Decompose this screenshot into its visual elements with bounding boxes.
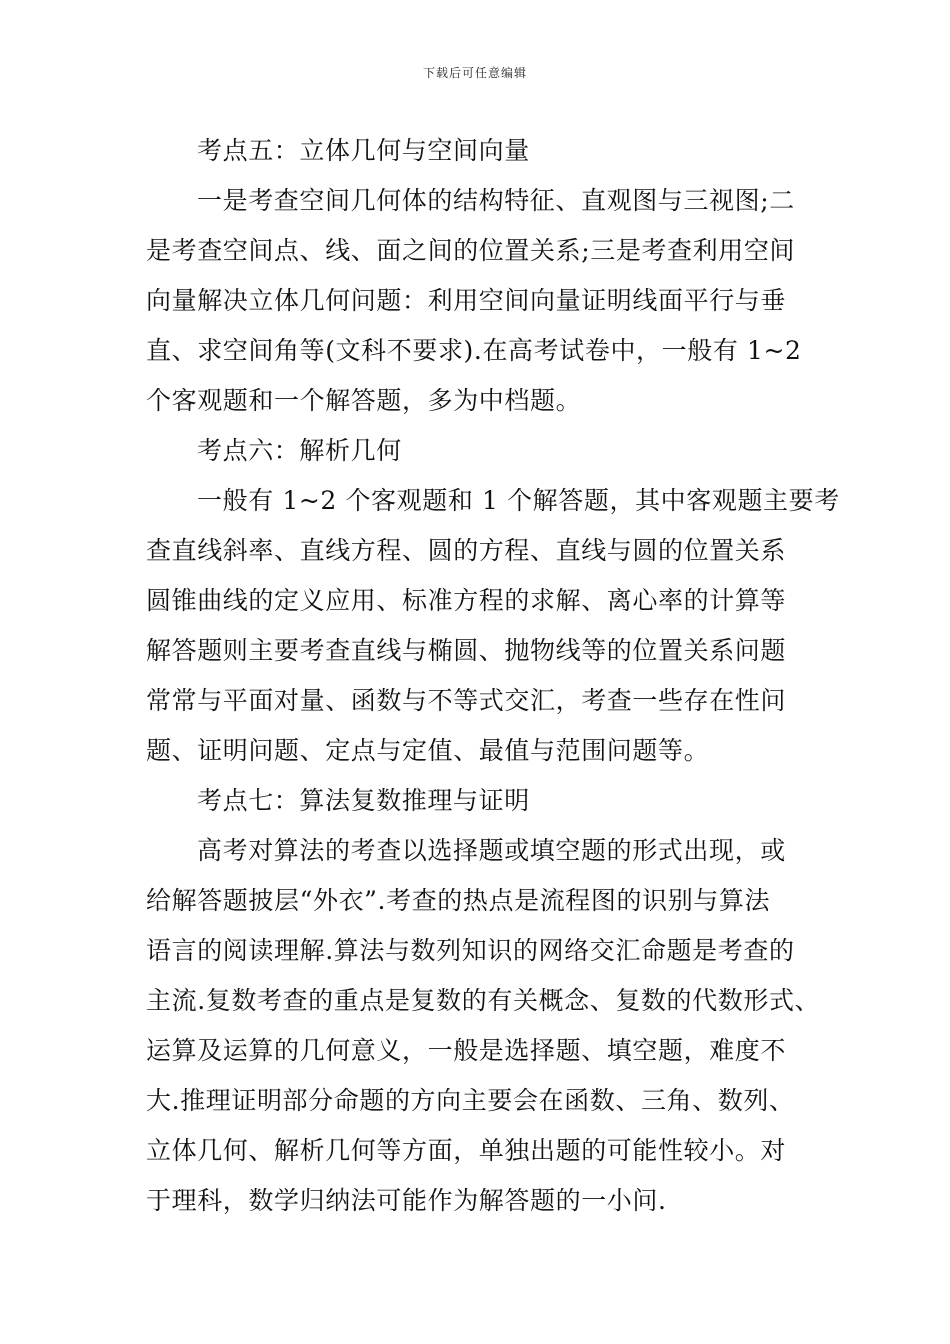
paragraph-line: 立体几何、解析几何等方面，单独出题的可能性较小。对 bbox=[146, 1136, 787, 1165]
paragraph-line: 一是考查空间几何体的结构特征、直观图与三视图;二 bbox=[197, 186, 795, 215]
section-heading: 考点五：立体几何与空间向量 bbox=[197, 136, 530, 165]
paragraph-line: 个客观题和一个解答题，多为中档题。 bbox=[146, 386, 582, 415]
section-heading: 考点七：算法复数推理与证明 bbox=[197, 786, 530, 815]
paragraph-line: 常常与平面对量、函数与不等式交汇，考查一些存在性问 bbox=[146, 686, 787, 715]
paragraph-line: 是考查空间点、线、面之间的位置关系;三是考查利用空间 bbox=[146, 236, 796, 265]
paragraph-line: 语言的阅读理解.算法与数列知识的网络交汇命题是考查的 bbox=[146, 936, 795, 965]
paragraph-line: 直、求空间角等(文科不要求).在高考试卷中，一般有 1~2 bbox=[146, 336, 802, 365]
paragraph-line: 查直线斜率、直线方程、圆的方程、直线与圆的位置关系 bbox=[146, 536, 787, 565]
paragraph-line: 高考对算法的考查以选择题或填空题的形式出现，或 bbox=[197, 836, 786, 865]
paragraph-line: 圆锥曲线的定义应用、标准方程的求解、离心率的计算等 bbox=[146, 586, 787, 615]
paragraph-line: 于理科，数学归纳法可能作为解答题的一小问. bbox=[146, 1186, 667, 1215]
paragraph-line: 解答题则主要考查直线与椭圆、抛物线等的位置关系问题 bbox=[146, 636, 787, 665]
paragraph-line: 运算及运算的几何意义，一般是选择题、填空题，难度不 bbox=[146, 1036, 787, 1065]
paragraph-line: 大.推理证明部分命题的方向主要会在函数、三角、数列、 bbox=[146, 1086, 795, 1115]
paragraph-line: 主流.复数考查的重点是复数的有关概念、复数的代数形式、 bbox=[146, 986, 821, 1015]
paragraph-line: 一般有 1~2 个客观题和 1 个解答题，其中客观题主要考 bbox=[197, 486, 840, 515]
paragraph-line: 给解答题披层“外衣”.考查的热点是流程图的识别与算法 bbox=[146, 886, 771, 915]
paragraph-line: 向量解决立体几何问题：利用空间向量证明线面平行与垂 bbox=[146, 286, 787, 315]
paragraph-line: 题、证明问题、定点与定值、最值与范围问题等。 bbox=[146, 736, 710, 765]
document-body bbox=[146, 126, 840, 1226]
section-heading: 考点六：解析几何 bbox=[197, 436, 402, 465]
page-header: 下载后可任意编辑 bbox=[422, 66, 527, 80]
